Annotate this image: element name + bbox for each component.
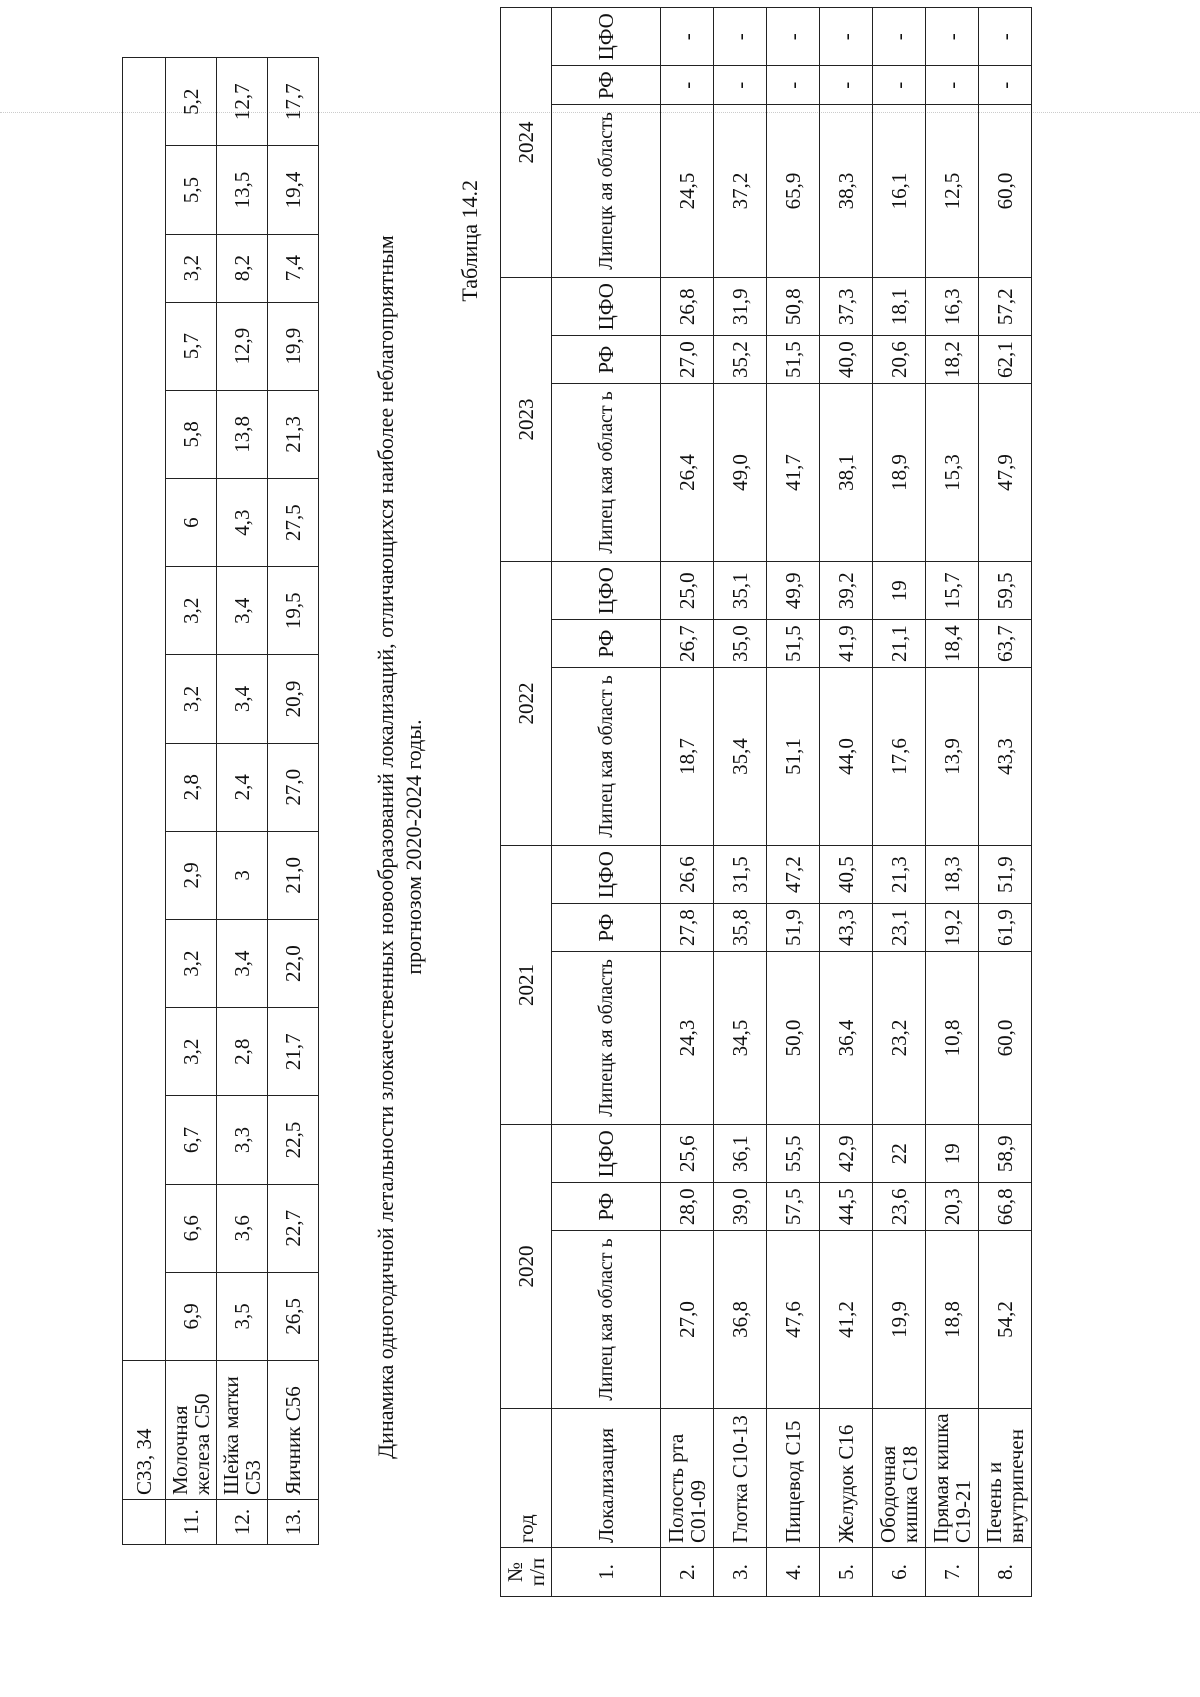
value-cell: 58,9 (979, 1125, 1032, 1183)
value-cell: 8,2 (217, 234, 268, 302)
subheader-2020-2: ЦФО (552, 1125, 661, 1183)
value-cell: 65,9 (767, 104, 820, 277)
value-cell: - (661, 8, 714, 67)
value-cell: 3,4 (217, 919, 268, 1007)
value-cell: 6,9 (166, 1272, 217, 1360)
value-cell: 26,6 (661, 845, 714, 903)
value-cell: 26,5 (268, 1272, 319, 1360)
value-cell: 35,4 (714, 667, 767, 845)
value-cell: 60,0 (979, 951, 1032, 1124)
value-cell: 35,8 (714, 904, 767, 952)
value-cell: 31,9 (714, 278, 767, 336)
value-cell: 20,3 (926, 1183, 979, 1231)
value-cell: 18,3 (926, 845, 979, 903)
value-cell: 21,0 (268, 831, 319, 919)
value-cell: - (661, 66, 714, 104)
table-row (979, 8, 1032, 1597)
value-cell: 26,8 (661, 278, 714, 336)
value-cell: 22,5 (268, 1096, 319, 1184)
value-cell: 18,1 (873, 278, 926, 336)
subheader-2023-0: Липец кая област ь (552, 383, 661, 561)
value-cell: 19,2 (926, 904, 979, 952)
value-cell: 27,0 (268, 743, 319, 831)
continuation-table (122, 57, 319, 1545)
value-cell: 22 (873, 1125, 926, 1183)
value-cell: - (820, 8, 873, 67)
subheader-2021-0: Липецк ая область (552, 951, 661, 1124)
row-number: 3. (714, 1548, 767, 1597)
value-cell: 12,9 (217, 302, 268, 390)
row-number: 8. (979, 1548, 1032, 1597)
row-localization: Пищевод С15 (767, 1409, 820, 1548)
subheader-2024-0: Липецк ая область (552, 104, 661, 277)
subheader-2020-1: РФ (552, 1183, 661, 1231)
value-cell: 19 (873, 561, 926, 619)
value-cell: 21,1 (873, 620, 926, 668)
value-cell: 50,8 (767, 278, 820, 336)
table-row (661, 8, 714, 1597)
value-cell: - (926, 8, 979, 67)
value-cell: - (714, 66, 767, 104)
subheader-2022-2: ЦФО (552, 561, 661, 619)
value-cell: 2,8 (217, 1008, 268, 1096)
table-number: Таблица 14.2 (457, 180, 482, 302)
year-2024-header: 2024 (501, 8, 552, 278)
row-number: 5. (820, 1548, 873, 1597)
row-localization: Шейка матки С53 (217, 1361, 268, 1500)
table-row (767, 8, 820, 1597)
value-cell: 50,0 (767, 951, 820, 1124)
value-cell: 51,1 (767, 667, 820, 845)
value-cell: 19,4 (268, 146, 319, 234)
row-localization: Прямая кишка С19-21 (926, 1409, 979, 1548)
value-cell: 2,4 (217, 743, 268, 831)
value-cell: 4,3 (217, 478, 268, 566)
value-cell: 21,3 (268, 390, 319, 478)
row-number: 1. (552, 1548, 661, 1597)
value-cell: 40,0 (820, 336, 873, 384)
value-cell: 13,5 (217, 146, 268, 234)
value-cell: - (873, 8, 926, 67)
value-cell: 13,8 (217, 390, 268, 478)
value-cell: 19,5 (268, 567, 319, 655)
value-cell: 5,7 (166, 302, 217, 390)
value-cell: 49,9 (767, 561, 820, 619)
value-cell: 40,5 (820, 845, 873, 903)
value-cell: 27,8 (661, 904, 714, 952)
subheader-2024-1: РФ (552, 66, 661, 104)
empty-cell (123, 58, 166, 1361)
row-number: 7. (926, 1548, 979, 1597)
value-cell: - (979, 66, 1032, 104)
value-cell: 6 (166, 478, 217, 566)
value-cell: 17,7 (268, 58, 319, 146)
value-cell: 42,9 (820, 1125, 873, 1183)
value-cell: 35,0 (714, 620, 767, 668)
value-cell: 22,0 (268, 919, 319, 1007)
subheader-2023-2: ЦФО (552, 278, 661, 336)
value-cell: 5,8 (166, 390, 217, 478)
value-cell: 23,6 (873, 1183, 926, 1231)
subheader-2024-2: ЦФО (552, 8, 661, 67)
value-cell: 3,2 (166, 234, 217, 302)
value-cell: 62,1 (979, 336, 1032, 384)
value-cell: 66,8 (979, 1183, 1032, 1231)
value-cell: 51,9 (767, 904, 820, 952)
value-cell: 35,1 (714, 561, 767, 619)
value-cell: 23,1 (873, 904, 926, 952)
value-cell: 3,2 (166, 655, 217, 743)
value-cell: 5,5 (166, 146, 217, 234)
value-cell: 18,2 (926, 336, 979, 384)
value-cell: 19,9 (873, 1230, 926, 1408)
value-cell: 27,0 (661, 1230, 714, 1408)
value-cell: 3,6 (217, 1184, 268, 1272)
value-cell: 18,9 (873, 383, 926, 561)
row-number: 2. (661, 1548, 714, 1597)
value-cell: 3,2 (166, 1008, 217, 1096)
year-2022-header: 2022 (501, 561, 552, 845)
value-cell: 3,2 (166, 919, 217, 1007)
value-cell: 18,8 (926, 1230, 979, 1408)
value-cell: 51,9 (979, 845, 1032, 903)
table-row (268, 58, 319, 1545)
subheader-2022-1: РФ (552, 620, 661, 668)
value-cell: 51,5 (767, 336, 820, 384)
value-cell: 27,5 (268, 478, 319, 566)
row-number (123, 1500, 166, 1545)
table-row (820, 8, 873, 1597)
value-cell: 26,4 (661, 383, 714, 561)
value-cell: 19 (926, 1125, 979, 1183)
subheader-2021-1: РФ (552, 904, 661, 952)
col-year-header: год (501, 1409, 552, 1548)
value-cell: 37,2 (714, 104, 767, 277)
row-localization: Полость рта С01-09 (661, 1409, 714, 1548)
value-cell: 47,2 (767, 845, 820, 903)
value-cell: 23,2 (873, 951, 926, 1124)
year-2020-header: 2020 (501, 1125, 552, 1409)
value-cell: 6,7 (166, 1096, 217, 1184)
value-cell: 34,5 (714, 951, 767, 1124)
value-cell: 44,5 (820, 1183, 873, 1231)
value-cell: 25,6 (661, 1125, 714, 1183)
value-cell: 21,7 (268, 1008, 319, 1096)
row-number: 6. (873, 1548, 926, 1597)
value-cell: 22,7 (268, 1184, 319, 1272)
row-localization: Ободочная кишка С18 (873, 1409, 926, 1548)
value-cell: 3,4 (217, 567, 268, 655)
row-localization: Молочная железа С50 (166, 1361, 217, 1500)
value-cell: 24,3 (661, 951, 714, 1124)
value-cell: 63,7 (979, 620, 1032, 668)
value-cell: 36,1 (714, 1125, 767, 1183)
value-cell: 43,3 (820, 904, 873, 952)
value-cell: 43,3 (979, 667, 1032, 845)
value-cell: 12,7 (217, 58, 268, 146)
row-number: 13. (268, 1500, 319, 1545)
value-cell: 3 (217, 831, 268, 919)
table-caption: Динамика одногодичной летальности злокачественных новообразований локализаций, отличающихся наиболее неблагоприятным прогнозом 2020-2024 годы. (373, 235, 426, 1459)
value-cell: 3,5 (217, 1272, 268, 1360)
value-cell: 27,0 (661, 336, 714, 384)
row-number: 11. (166, 1500, 217, 1545)
value-cell: 36,4 (820, 951, 873, 1124)
row-localization: Печень и внутрипечен (979, 1409, 1032, 1548)
year-2021-header: 2021 (501, 845, 552, 1124)
value-cell: 55,5 (767, 1125, 820, 1183)
value-cell: 47,6 (767, 1230, 820, 1408)
value-cell: 17,6 (873, 667, 926, 845)
value-cell: 26,7 (661, 620, 714, 668)
value-cell: - (820, 66, 873, 104)
value-cell: 39,0 (714, 1183, 767, 1231)
value-cell: - (926, 66, 979, 104)
row-number: 4. (767, 1548, 820, 1597)
subheader-2023-1: РФ (552, 336, 661, 384)
table-row (166, 58, 217, 1545)
value-cell: 20,9 (268, 655, 319, 743)
value-cell: - (873, 66, 926, 104)
value-cell: 57,5 (767, 1183, 820, 1231)
value-cell: - (767, 8, 820, 67)
value-cell: - (767, 66, 820, 104)
value-cell: 3,2 (166, 567, 217, 655)
value-cell: 41,2 (820, 1230, 873, 1408)
subheader-2021-2: ЦФО (552, 845, 661, 903)
value-cell: 10,8 (926, 951, 979, 1124)
col-loc-header: Локализация (552, 1409, 661, 1548)
subheader-2022-0: Липец кая област ь (552, 667, 661, 845)
value-cell: 18,7 (661, 667, 714, 845)
year-2023-header: 2023 (501, 278, 552, 562)
row-localization: Яичник С56 (268, 1361, 319, 1500)
value-cell: 24,5 (661, 104, 714, 277)
value-cell: 57,2 (979, 278, 1032, 336)
value-cell: 18,4 (926, 620, 979, 668)
value-cell: 44,0 (820, 667, 873, 845)
value-cell: 35,2 (714, 336, 767, 384)
table-row (873, 8, 926, 1597)
value-cell: 16,3 (926, 278, 979, 336)
value-cell: 16,1 (873, 104, 926, 277)
value-cell: 41,7 (767, 383, 820, 561)
value-cell: 39,2 (820, 561, 873, 619)
value-cell: 25,0 (661, 561, 714, 619)
value-cell: 31,5 (714, 845, 767, 903)
row-number: 12. (217, 1500, 268, 1545)
value-cell: 3,3 (217, 1096, 268, 1184)
value-cell: 28,0 (661, 1183, 714, 1231)
value-cell: 41,9 (820, 620, 873, 668)
table-row (714, 8, 767, 1597)
value-cell: 38,3 (820, 104, 873, 277)
value-cell: - (979, 8, 1032, 67)
value-cell: 47,9 (979, 383, 1032, 561)
value-cell: 37,3 (820, 278, 873, 336)
value-cell: 21,3 (873, 845, 926, 903)
value-cell: 12,5 (926, 104, 979, 277)
value-cell: 19,9 (268, 302, 319, 390)
table-row (217, 58, 268, 1545)
value-cell: 5,2 (166, 58, 217, 146)
value-cell: 20,6 (873, 336, 926, 384)
row-localization: Глотка С10-13 (714, 1409, 767, 1548)
table-row (926, 8, 979, 1597)
value-cell: 59,5 (979, 561, 1032, 619)
value-cell: 61,9 (979, 904, 1032, 952)
value-cell: 36,8 (714, 1230, 767, 1408)
value-cell: 2,8 (166, 743, 217, 831)
value-cell: 2,9 (166, 831, 217, 919)
value-cell: 3,4 (217, 655, 268, 743)
value-cell: 7,4 (268, 234, 319, 302)
value-cell: 6,6 (166, 1184, 217, 1272)
value-cell: 15,7 (926, 561, 979, 619)
row-localization: C33, 34 (123, 1361, 166, 1500)
value-cell: 49,0 (714, 383, 767, 561)
subheader-2020-0: Липец кая област ь (552, 1230, 661, 1408)
col-num-header: № п/п (501, 1548, 552, 1597)
value-cell: 13,9 (926, 667, 979, 845)
value-cell: 15,3 (926, 383, 979, 561)
row-localization: Желудок С16 (820, 1409, 873, 1548)
value-cell: 54,2 (979, 1230, 1032, 1408)
value-cell: 38,1 (820, 383, 873, 561)
value-cell: 51,5 (767, 620, 820, 668)
table-row (123, 58, 166, 1545)
value-cell: 60,0 (979, 104, 1032, 277)
lethality-table (500, 7, 1032, 1597)
value-cell: - (714, 8, 767, 67)
